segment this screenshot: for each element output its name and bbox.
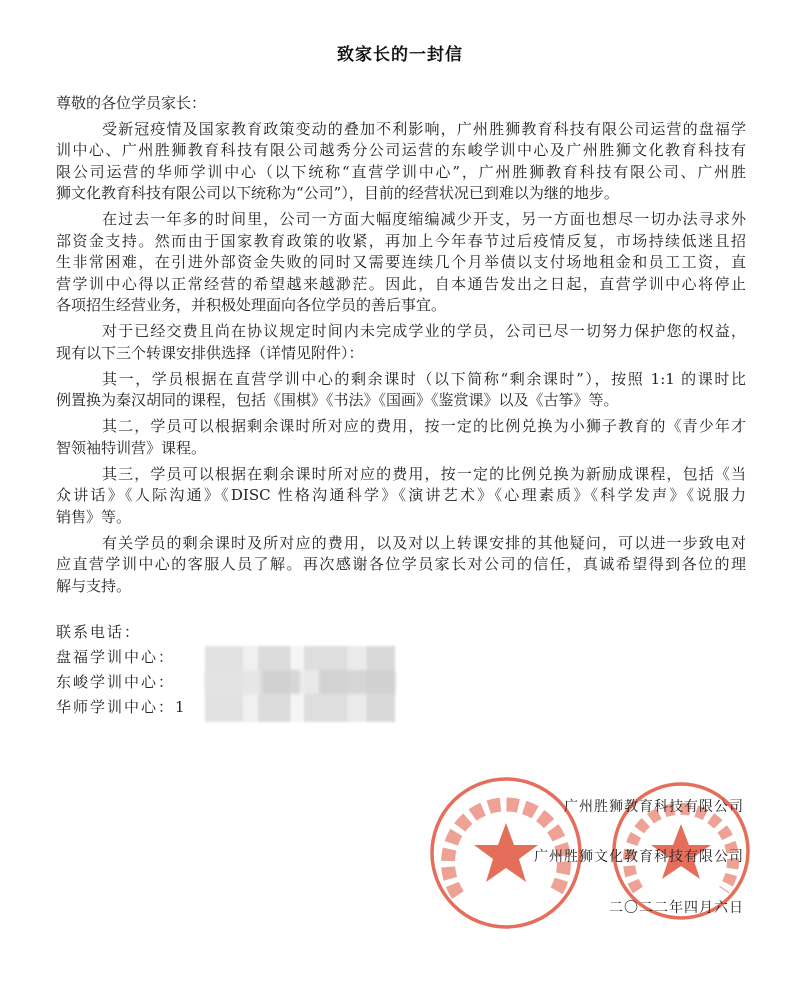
paragraph-line: 销售》等。 <box>56 507 132 526</box>
greeting: 尊敬的各位学员家长： <box>56 94 207 112</box>
paragraph-line: 各项招生经营业务，并积极处理面向各位学员的善后事宜。 <box>56 296 447 314</box>
redacted-phone-blur <box>205 670 395 694</box>
paragraph-line: 众讲话》《人际沟通》《DISC 性格沟通科学》《演讲艺术》《心理素质》《科学发声》《说服力 <box>56 486 746 504</box>
paragraph <box>56 464 746 529</box>
signature-company-2: 广州胜狮文化教育科技有限公司 <box>534 849 744 865</box>
paragraph-line: 其二，学员可以根据剩余课时所对应的费用，按一定的比例兑换为小狮子教育的《青少年才 <box>102 417 746 435</box>
paragraph <box>56 533 746 598</box>
letter-title: 致家长的一封信 <box>337 45 463 65</box>
paragraph-line: 限公司运营的华师学训中心（以下统称“直营学训中心”，广州胜狮教育科技有限公司、广州胜 <box>56 162 746 181</box>
contact-phone: 1 <box>175 698 187 716</box>
signature-date: 二〇二二年四月六日 <box>609 900 744 916</box>
paragraph <box>56 209 746 317</box>
contact-row <box>56 645 187 670</box>
paragraph-line: 例置换为秦汉胡同的课程，包括《围棋》《书法》《国画》《鉴赏课》以及《古筝》等。 <box>56 391 619 409</box>
paragraph-line: 在过去一年多的时间里，公司一方面大幅度缩编减少开支，另一方面也想尽一切办法寻求外 <box>102 210 746 228</box>
paragraph-line: 其一，学员根据在直营学训中心的剩余课时（以下简称“剩余课时”），按照 1:1 的课时比 <box>102 369 746 388</box>
contact-section <box>56 620 187 720</box>
paragraph-line: 解与支持。 <box>56 576 132 595</box>
paragraph <box>56 416 746 459</box>
paragraph <box>56 369 746 412</box>
contact-name: 盘福学训中心： <box>56 648 176 666</box>
paragraph-line: 生非常困难，在引进外部资金失败的同时又需要连续几个月举债以支付场地租金和员工工资，直 <box>56 253 746 271</box>
paragraph-line: 应直营学训中心的客服人员了解。再次感谢各位学员家长对公司的信任，真诚希望得到各位的理 <box>56 555 746 573</box>
paragraph-line: 其三，学员可以根据在剩余课时所对应的费用，按一定的比例兑换为新励成课程，包括《当 <box>102 464 746 483</box>
paragraph-line: 部资金支持。然而由于国家教育政策的收紧，再加上今年春节过后疫情反复，市场持续低迷且招 <box>56 231 746 250</box>
paragraph-line: 对于已经交费且尚在协议规定时间内未完成学业的学员，公司已尽一切努力保护您的权益， <box>102 322 746 340</box>
star-icon <box>474 823 538 882</box>
paragraph-line: 智领袖特训营》课程。 <box>56 438 207 457</box>
paragraph-line: 现有以下三个转课安排供选择（详情见附件）： <box>56 343 364 362</box>
contact-row <box>56 695 187 720</box>
letter-body <box>56 93 746 602</box>
contact-name: 华师学训中心： <box>56 698 176 716</box>
signature-company-1: 广州胜狮教育科技有限公司 <box>564 799 744 815</box>
paragraph-line: 受新冠疫情及国家教育政策变动的叠加不利影响，广州胜狮教育科技有限公司运营的盘福学 <box>102 119 746 138</box>
paragraph-line: 训中心、广州胜狮教育科技有限公司越秀分公司运营的东峻学训中心及广州胜狮文化教育科技有 <box>56 141 746 159</box>
contact-name: 东峻学训中心： <box>56 673 176 691</box>
paragraph-line: 有关学员的剩余课时及所对应的费用，以及对以上转课安排的其他疑问，可以进一步致电对 <box>102 533 746 552</box>
paragraph-line: 营学训中心得以正常经营的希望越来越渺茫。因此，自本通告发出之日起，直营学训中心将停止 <box>56 274 746 293</box>
contact-row <box>56 670 187 695</box>
paragraph <box>56 321 746 364</box>
paragraph-line: 狮文化教育科技有限公司以下统称为“公司”），目前的经营状况已到难以为继的地步。 <box>56 184 619 202</box>
paragraph <box>56 119 746 205</box>
contact-label: 联系电话： <box>56 623 142 641</box>
